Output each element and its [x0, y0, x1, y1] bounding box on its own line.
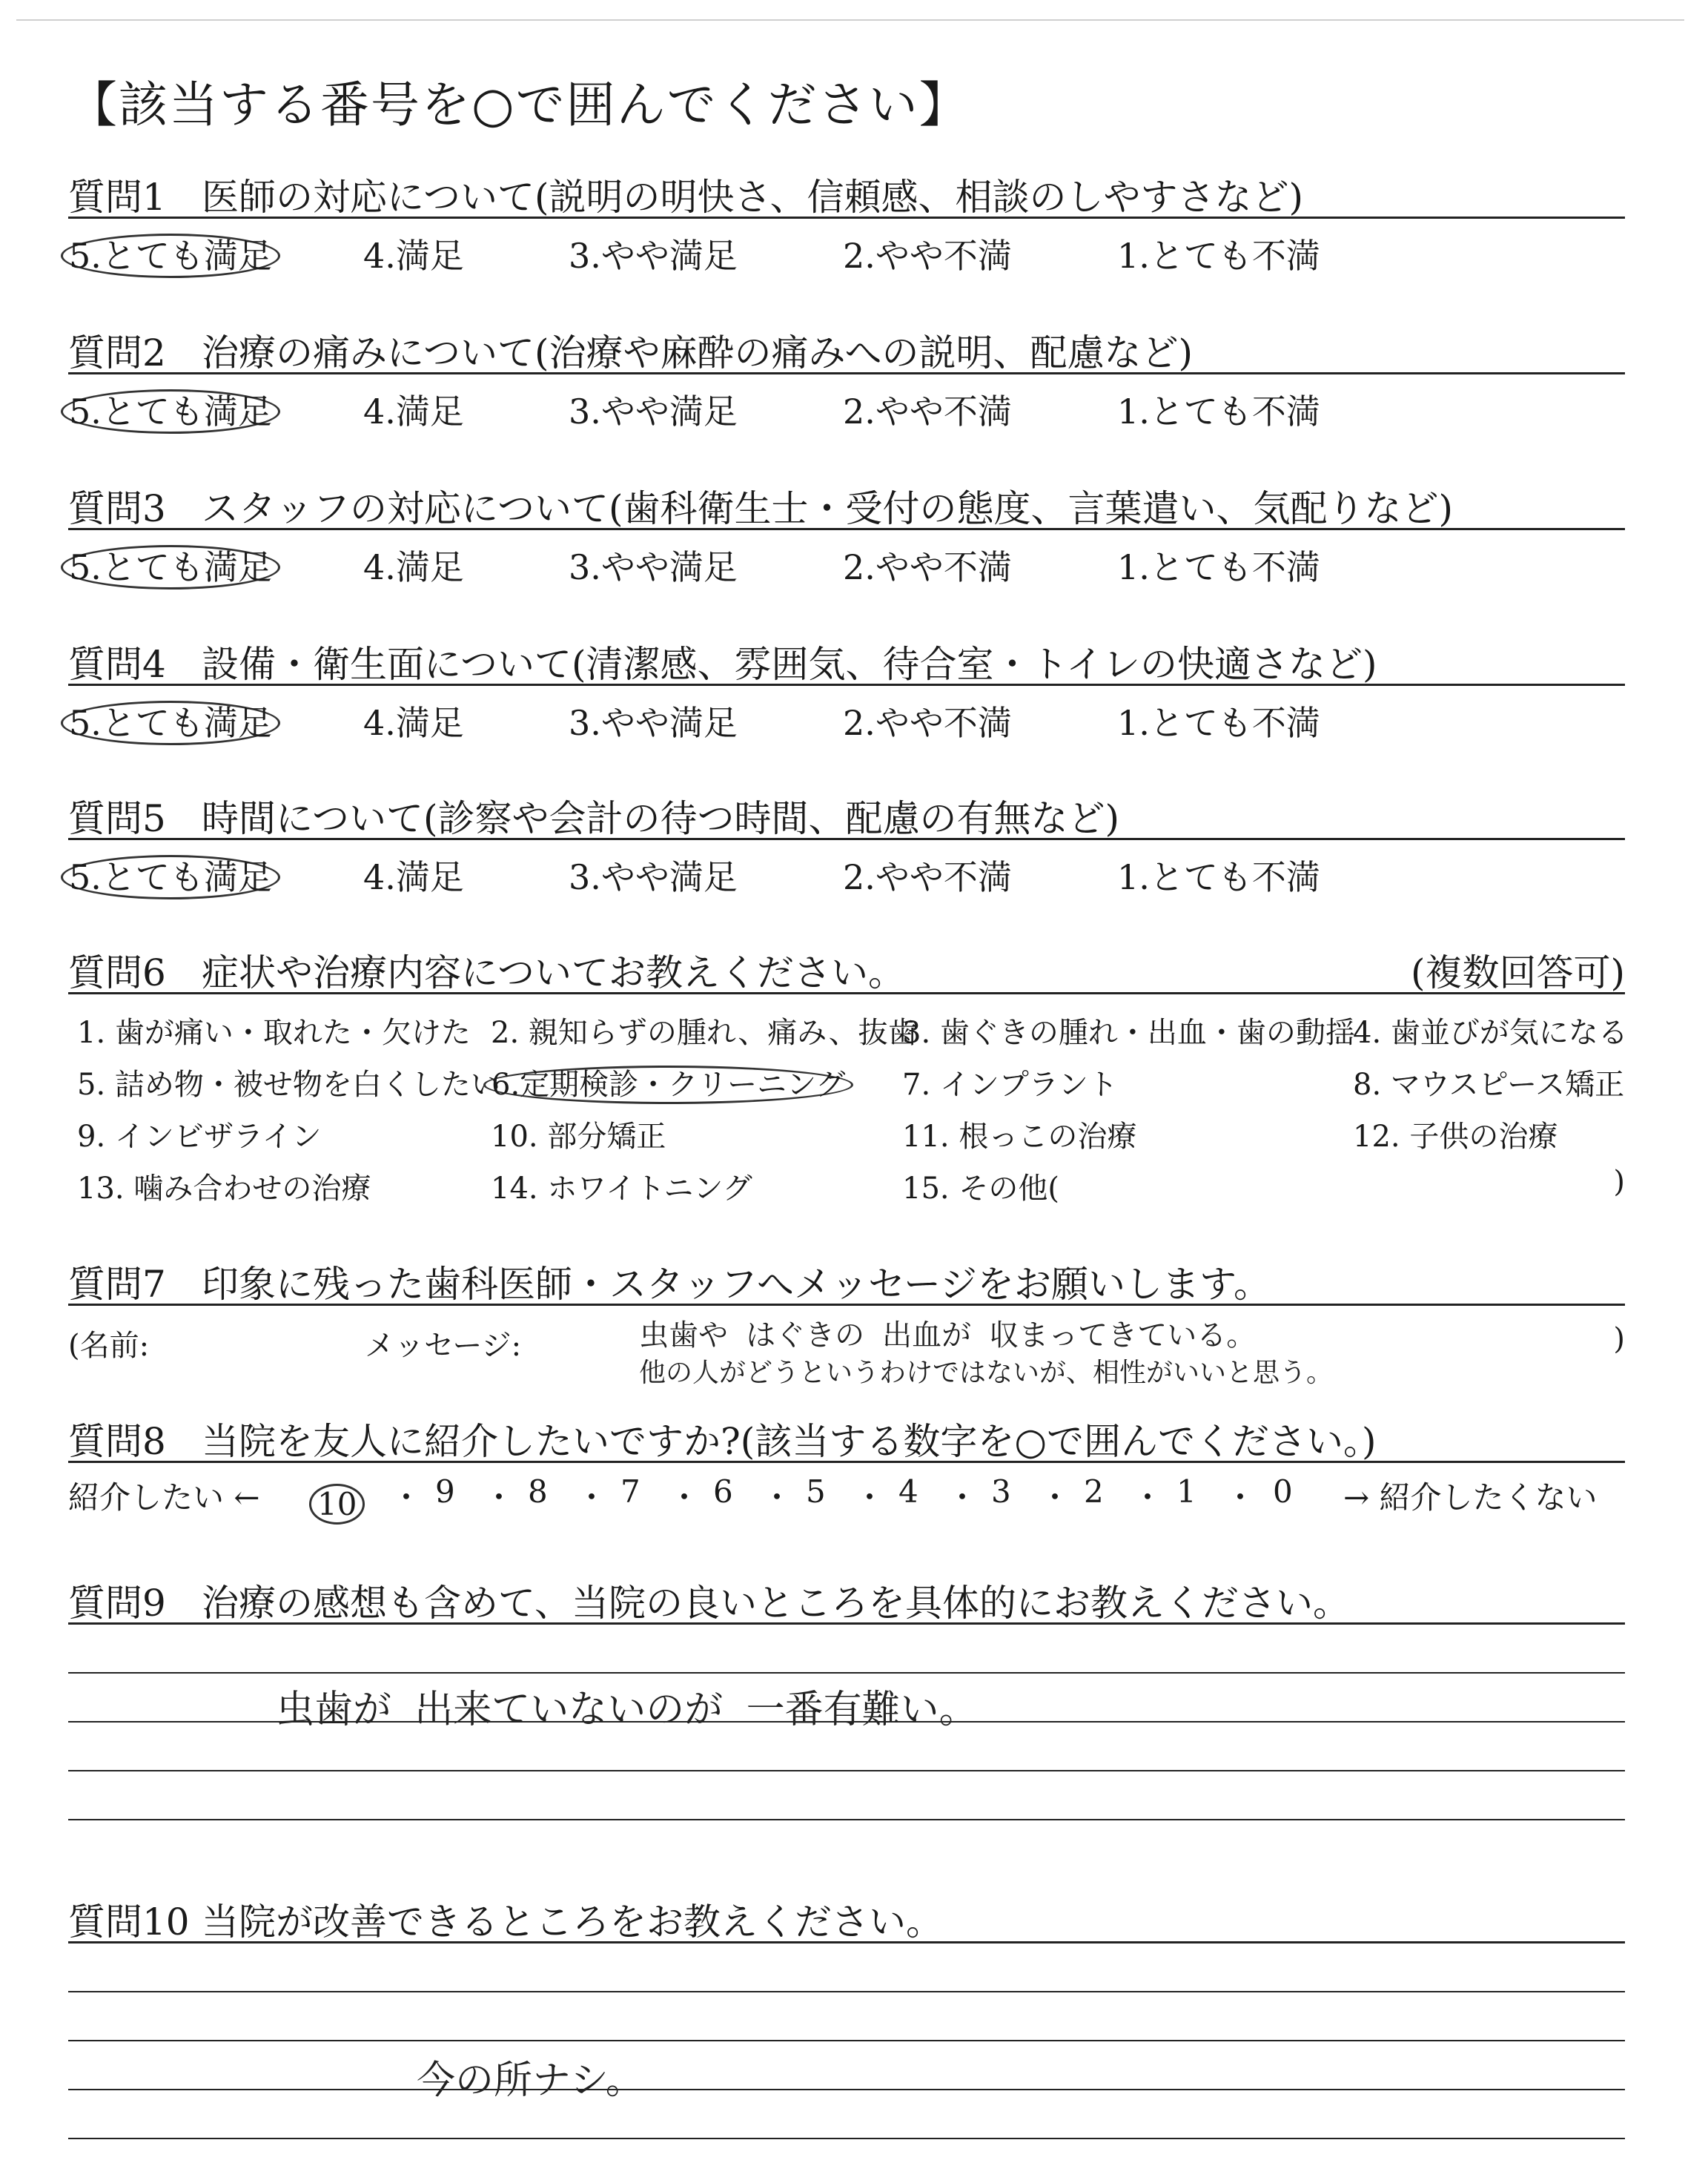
symptom-option[interactable]: 3. 歯ぐきの腫れ・出血・歯の動揺: [902, 1016, 1355, 1050]
question-text: 症状や治療内容についてお教えください。: [202, 951, 905, 994]
scale-dot: ・: [854, 1479, 886, 1516]
selected-circle: 5.とても満足: [61, 701, 280, 745]
option-5[interactable]: [68, 229, 280, 278]
scale-option[interactable]: 4: [898, 1473, 918, 1510]
question-label: 質問8: [68, 1420, 166, 1463]
question-4: [68, 635, 1625, 745]
question-header: [68, 168, 1625, 219]
selected-circle: 5.とても満足: [61, 855, 280, 899]
question-7: [68, 1255, 1625, 1402]
handwritten-answer[interactable]: 今の所ナシ。: [417, 2058, 644, 2103]
scale-option[interactable]: 5: [806, 1473, 826, 1510]
answer-line: [68, 2138, 1625, 2139]
symptom-option[interactable]: 4. 歯並びが気になる: [1353, 1016, 1628, 1050]
question-header: [68, 323, 1625, 374]
question-text: 時間について(診察や会計の待つ時間、配慮の有無など): [202, 797, 1120, 840]
handwritten-message-line1[interactable]: 虫歯や はぐきの 出血が 収まってきている。: [639, 1318, 1257, 1353]
question-label: 質問2: [68, 331, 166, 374]
scale-option[interactable]: 9: [435, 1473, 455, 1510]
question-9: [68, 1573, 1625, 1820]
option-3[interactable]: 3.やや満足: [569, 236, 738, 276]
question-label: 質問3: [68, 487, 166, 530]
option-4[interactable]: 4.満足: [363, 392, 464, 432]
option-2[interactable]: 2.やや不満: [843, 857, 1012, 897]
option-5[interactable]: [68, 696, 280, 745]
symptom-option[interactable]: 11. 根っこの治療: [902, 1120, 1137, 1154]
question-text: 当院を友人に紹介したいですか?(該当する数字を○で囲んでください。): [202, 1420, 1377, 1463]
symptom-option[interactable]: 2. 親知らずの腫れ、痛み、抜歯: [491, 1016, 918, 1050]
handwritten-message-line2[interactable]: 他の人がどうというわけではないが、相性がいいと思う。: [639, 1358, 1334, 1388]
option-2[interactable]: 2.やや不満: [843, 236, 1012, 276]
multiple-answer-note: (複数回答可): [1410, 951, 1625, 994]
question-header: [68, 943, 1625, 994]
recommend-scale: [68, 1463, 1625, 1522]
answer-line: [68, 2040, 1625, 2041]
symptom-option[interactable]: 12. 子供の治療: [1353, 1120, 1558, 1154]
answer-line: [68, 1991, 1625, 1992]
question-text: 当院が改善できるところをお教えください。: [202, 1900, 943, 1943]
option-4[interactable]: 4.満足: [363, 547, 464, 587]
option-1[interactable]: 1.とても不満: [1117, 703, 1320, 743]
question-label: 質問10: [68, 1900, 190, 1943]
message-label: メッセージ:: [365, 1329, 522, 1363]
message-row: [68, 1306, 1625, 1402]
symptom-option[interactable]: 9. インビザライン: [77, 1120, 322, 1154]
question-header: [68, 1892, 1625, 1943]
option-2[interactable]: 2.やや不満: [843, 392, 1012, 432]
answer-line: [68, 1672, 1625, 1674]
option-4[interactable]: 4.満足: [363, 236, 464, 276]
question-2: [68, 323, 1625, 434]
question-header: [68, 1573, 1625, 1625]
handwritten-answer[interactable]: 虫歯が 出来ていないのが 一番有難い。: [276, 1688, 978, 1732]
symptom-option[interactable]: 14. ホワイトニング: [491, 1172, 752, 1206]
symptom-option[interactable]: 7. インプラント: [902, 1068, 1118, 1102]
scale-option[interactable]: 3: [991, 1473, 1011, 1510]
option-3[interactable]: 3.やや満足: [569, 392, 738, 432]
question-header: [68, 635, 1625, 686]
question-10: [68, 1892, 1625, 2139]
question-text: 設備・衛生面について(清潔感、雰囲気、待合室・トイレの快適さなど): [202, 643, 1377, 686]
scale-dot: ・: [1225, 1479, 1257, 1516]
selected-circle: 6.定期検診・クリーニング: [483, 1066, 853, 1104]
scale-option[interactable]: 8: [528, 1473, 548, 1510]
question-label: 質問1: [68, 176, 166, 219]
question-header: [68, 479, 1625, 530]
question-label: 質問7: [68, 1263, 166, 1306]
question-1: [68, 168, 1625, 278]
scale-option[interactable]: 2: [1084, 1473, 1104, 1510]
selected-circle: 5.とても満足: [61, 545, 280, 589]
scale-dot: ・: [576, 1479, 608, 1516]
scale-dot: ・: [947, 1479, 979, 1516]
option-3[interactable]: 3.やや満足: [569, 857, 738, 897]
question-label: 質問9: [68, 1582, 166, 1625]
message-close-paren: ): [1613, 1322, 1625, 1356]
question-text: スタッフの対応について(歯科衛生士・受付の態度、言葉遣い、気配りなど): [202, 487, 1454, 530]
question-header: [68, 1255, 1625, 1306]
question-header: [68, 1412, 1625, 1463]
answer-lines[interactable]: [68, 1672, 1625, 1820]
selected-circle: 5.とても満足: [61, 234, 280, 278]
answer-lines[interactable]: [68, 1991, 1625, 2139]
option-5[interactable]: [68, 541, 280, 589]
symptom-option[interactable]: 10. 部分矯正: [491, 1120, 666, 1154]
option-1[interactable]: 1.とても不満: [1117, 547, 1320, 587]
scale-dot: ・: [483, 1479, 515, 1516]
recommend-right-label: → 紹介したくない: [1343, 1479, 1598, 1516]
page-title: 【該当する番号を○で囲んでください】: [68, 76, 970, 133]
answer-line: [68, 2089, 1625, 2090]
symptom-option[interactable]: 5. 詰め物・被せ物を白くしたい: [77, 1068, 500, 1102]
option-4[interactable]: 4.満足: [363, 857, 464, 897]
option-2[interactable]: 2.やや不満: [843, 703, 1012, 743]
question-label: 質問6: [68, 951, 166, 994]
symptom-options: [68, 994, 1628, 1209]
scale-option[interactable]: 7: [620, 1473, 640, 1510]
question-8: [68, 1412, 1625, 1522]
question-label: 質問4: [68, 643, 166, 686]
option-1[interactable]: 1.とても不満: [1117, 857, 1320, 897]
scale-option[interactable]: 0: [1273, 1473, 1293, 1510]
answer-line: [68, 1770, 1625, 1771]
answer-options: [68, 840, 1625, 899]
question-header: [68, 789, 1625, 840]
question-label: 質問5: [68, 797, 166, 840]
answer-options: [68, 530, 1625, 589]
scale-dot: ・: [1132, 1479, 1164, 1516]
symptom-option[interactable]: 13. 噛み合わせの治療: [77, 1172, 371, 1206]
question-6: [68, 943, 1628, 1209]
other-close-paren: ): [1613, 1165, 1625, 1199]
answer-options: [68, 219, 1625, 278]
question-text: 医師の対応について(説明の明快さ、信頼感、相談のしやすさなど): [202, 176, 1304, 219]
page-top-rule: [16, 19, 1684, 21]
option-5[interactable]: [68, 385, 280, 434]
question-text: 治療の痛みについて(治療や麻酔の痛みへの説明、配慮など): [202, 331, 1194, 374]
scale-option[interactable]: 1: [1176, 1473, 1196, 1510]
name-label: (名前:: [68, 1329, 150, 1363]
answer-options: [68, 374, 1625, 434]
question-text: 印象に残った歯科医師・スタッフへメッセージをお願いします。: [202, 1263, 1271, 1306]
option-5[interactable]: [68, 851, 280, 899]
question-text: 治療の感想も含めて、当院の良いところを具体的にお教えください。: [202, 1582, 1350, 1625]
symptom-option-selected[interactable]: [491, 1061, 853, 1103]
answer-options: [68, 686, 1625, 745]
scale-dot: ・: [391, 1479, 423, 1516]
option-1[interactable]: 1.とても不満: [1117, 392, 1320, 432]
question-5: [68, 789, 1625, 899]
scale-dot: ・: [1039, 1479, 1071, 1516]
recommend-left-label: 紹介したい ←: [68, 1479, 260, 1516]
question-3: [68, 479, 1625, 589]
scale-dot: ・: [669, 1479, 701, 1516]
option-1[interactable]: 1.とても不満: [1117, 236, 1320, 276]
symptom-option-other[interactable]: 15. その他(: [902, 1172, 1059, 1206]
option-3[interactable]: 3.やや満足: [569, 703, 738, 743]
scale-option[interactable]: 6: [713, 1473, 733, 1510]
selected-circle: 5.とても満足: [61, 389, 280, 434]
answer-line: [68, 1819, 1625, 1820]
option-4[interactable]: 4.満足: [363, 703, 464, 743]
option-2[interactable]: 2.やや不満: [843, 547, 1012, 587]
selected-circle: 10: [309, 1484, 365, 1525]
option-3[interactable]: 3.やや満足: [569, 547, 738, 587]
scale-dot: ・: [761, 1479, 793, 1516]
symptom-option[interactable]: 1. 歯が痛い・取れた・欠けた: [77, 1016, 471, 1050]
symptom-option[interactable]: 8. マウスピース矯正: [1353, 1068, 1625, 1102]
